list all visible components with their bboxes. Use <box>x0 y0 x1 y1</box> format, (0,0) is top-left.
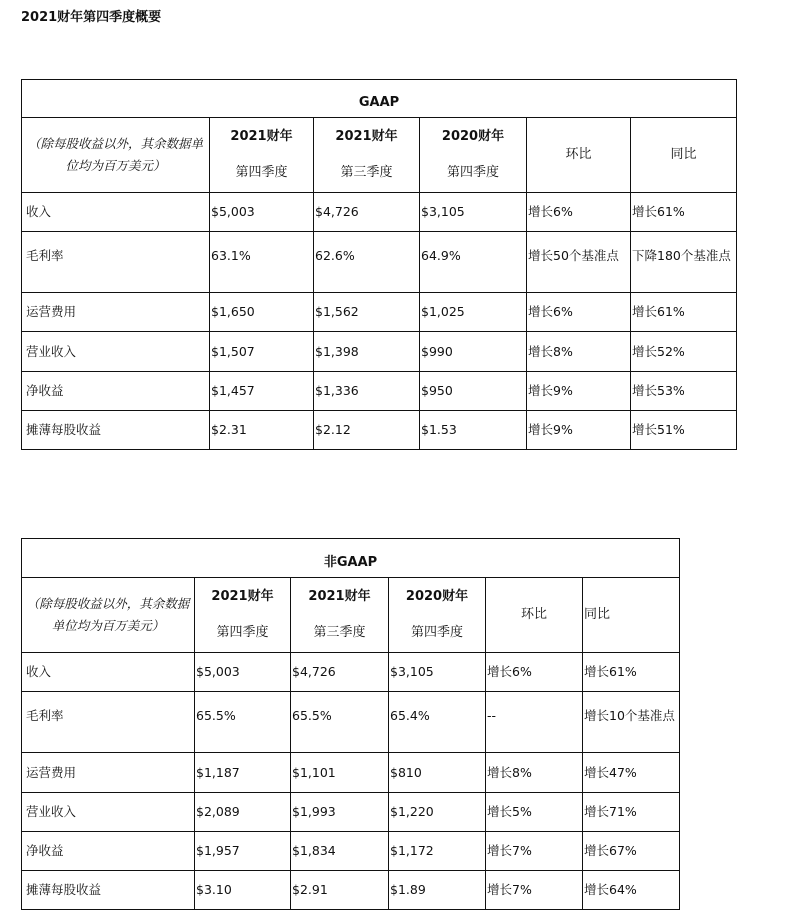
table-row <box>22 411 737 450</box>
unit-note: （除每股收益以外，其余数据单位均为百万美元） <box>22 118 210 193</box>
column-header-fy21-q4: 2021财年 第四季度 <box>195 578 291 653</box>
table-title-row <box>22 80 737 118</box>
table-row <box>22 232 737 293</box>
row-label: 净收益 <box>22 372 210 411</box>
column-header-fy20-q4: 2020财年 第四季度 <box>389 578 486 653</box>
row-label: 运营费用 <box>22 293 210 332</box>
cell-value: $3,105 <box>389 653 486 692</box>
cell-value: 增长61% <box>631 293 737 332</box>
cell-value: 增长52% <box>631 332 737 372</box>
cell-value: $1.53 <box>420 411 527 450</box>
cell-value: $1,336 <box>314 372 420 411</box>
column-header-fy21-q3: 2021财年 第三季度 <box>291 578 389 653</box>
cell-value: 增长50个基准点 <box>527 232 631 293</box>
row-label: 毛利率 <box>22 692 195 753</box>
cell-value: $4,726 <box>291 653 389 692</box>
cell-value: $1,025 <box>420 293 527 332</box>
cell-value: 下降180个基准点 <box>631 232 737 293</box>
cell-value: $5,003 <box>195 653 291 692</box>
column-header-row <box>22 118 737 193</box>
cell-value: 增长8% <box>527 332 631 372</box>
column-header-qoq: 环比 <box>527 118 631 193</box>
cell-value: 增长64% <box>583 871 680 910</box>
cell-value: $3.10 <box>195 871 291 910</box>
row-label: 营业收入 <box>22 332 210 372</box>
row-label: 运营费用 <box>22 753 195 793</box>
cell-value: 增长6% <box>527 293 631 332</box>
cell-value: 65.4% <box>389 692 486 753</box>
cell-value: $810 <box>389 753 486 793</box>
cell-value: $1,457 <box>210 372 314 411</box>
row-label: 摊薄每股收益 <box>22 411 210 450</box>
cell-value: $1,834 <box>291 832 389 871</box>
cell-value: 增长7% <box>486 871 583 910</box>
cell-value: $1,507 <box>210 332 314 372</box>
cell-value: 64.9% <box>420 232 527 293</box>
cell-value: 增长9% <box>527 411 631 450</box>
table-row <box>22 871 680 910</box>
cell-value: 增长6% <box>486 653 583 692</box>
section-title: 非GAAP <box>22 539 680 578</box>
table-row <box>22 332 737 372</box>
table-row <box>22 692 680 753</box>
cell-value: $1,398 <box>314 332 420 372</box>
cell-value: $1,172 <box>389 832 486 871</box>
cell-value: 增长53% <box>631 372 737 411</box>
cell-value: $5,003 <box>210 193 314 232</box>
cell-value: $1,220 <box>389 793 486 832</box>
cell-value: 增长51% <box>631 411 737 450</box>
cell-value: $2.91 <box>291 871 389 910</box>
cell-value: 增长9% <box>527 372 631 411</box>
row-label: 净收益 <box>22 832 195 871</box>
cell-value: $950 <box>420 372 527 411</box>
unit-note: （除每股收益以外，其余数据单位均为百万美元） <box>22 578 195 653</box>
column-header-yoy: 同比 <box>631 118 737 193</box>
row-label: 毛利率 <box>22 232 210 293</box>
column-header-fy21-q4: 2021财年 第四季度 <box>210 118 314 193</box>
column-header-fy21-q3: 2021财年 第三季度 <box>314 118 420 193</box>
non-gaap-summary-table <box>21 538 680 910</box>
page-title: 2021财年第四季度概要 <box>21 10 162 25</box>
table-title-row <box>22 539 680 578</box>
row-label: 收入 <box>22 193 210 232</box>
cell-value: $2,089 <box>195 793 291 832</box>
gaap-summary-table <box>21 79 737 450</box>
column-header-qoq: 环比 <box>486 578 583 653</box>
cell-value: $1,101 <box>291 753 389 793</box>
row-label: 收入 <box>22 653 195 692</box>
cell-value: 增长7% <box>486 832 583 871</box>
column-header-yoy: 同比 <box>583 578 680 653</box>
section-title: GAAP <box>22 80 737 118</box>
cell-value: $1,650 <box>210 293 314 332</box>
table-row <box>22 193 737 232</box>
cell-value: 增长5% <box>486 793 583 832</box>
table-row <box>22 293 737 332</box>
cell-value: 增长10个基准点 <box>583 692 680 753</box>
cell-value: 增长67% <box>583 832 680 871</box>
cell-value: 65.5% <box>195 692 291 753</box>
cell-value: $1,562 <box>314 293 420 332</box>
cell-value: 65.5% <box>291 692 389 753</box>
table-row <box>22 653 680 692</box>
cell-value: $4,726 <box>314 193 420 232</box>
cell-value: $2.31 <box>210 411 314 450</box>
table-row <box>22 372 737 411</box>
cell-value: $1,993 <box>291 793 389 832</box>
table-row <box>22 832 680 871</box>
cell-value: 增长6% <box>527 193 631 232</box>
cell-value: 增长8% <box>486 753 583 793</box>
cell-value: $2.12 <box>314 411 420 450</box>
cell-value: 增长61% <box>583 653 680 692</box>
column-header-row <box>22 578 680 653</box>
table-row <box>22 753 680 793</box>
cell-value: $3,105 <box>420 193 527 232</box>
cell-value: 增长71% <box>583 793 680 832</box>
cell-value: $990 <box>420 332 527 372</box>
row-label: 摊薄每股收益 <box>22 871 195 910</box>
column-header-fy20-q4: 2020财年 第四季度 <box>420 118 527 193</box>
cell-value: 增长47% <box>583 753 680 793</box>
cell-value: 增长61% <box>631 193 737 232</box>
cell-value: $1,187 <box>195 753 291 793</box>
cell-value: 62.6% <box>314 232 420 293</box>
cell-value: $1,957 <box>195 832 291 871</box>
table-row <box>22 793 680 832</box>
cell-value: $1.89 <box>389 871 486 910</box>
cell-value: 63.1% <box>210 232 314 293</box>
row-label: 营业收入 <box>22 793 195 832</box>
cell-value: -- <box>486 692 583 753</box>
